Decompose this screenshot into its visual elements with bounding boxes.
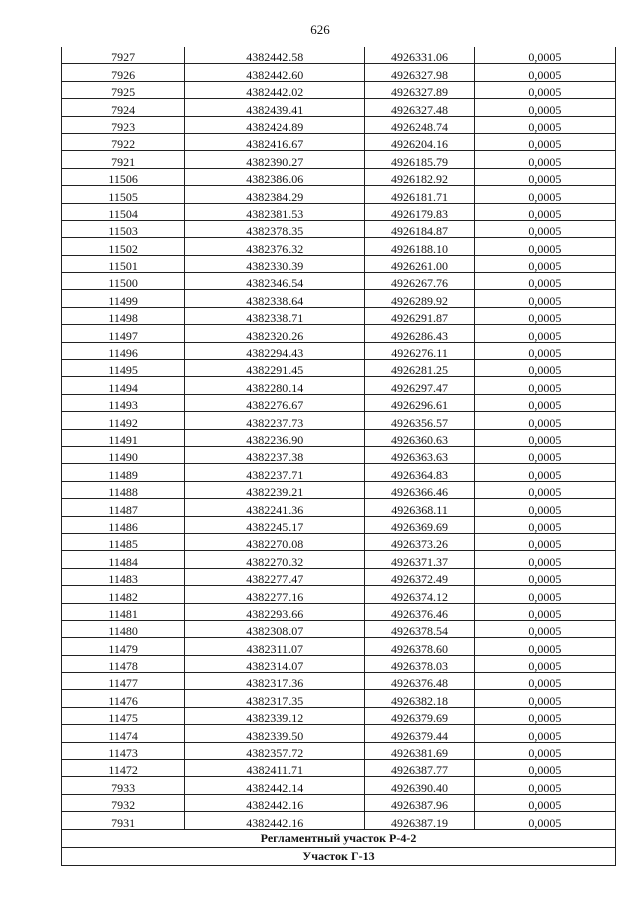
table-row (62, 47, 616, 64)
point-number-cell: 11502 (62, 238, 185, 255)
y-coordinate-cell: 4926267.76 (365, 273, 475, 290)
point-number-cell: 11488 (62, 481, 185, 498)
y-coordinate-cell: 4926296.61 (365, 394, 475, 411)
x-coordinate-cell: 4382320.26 (185, 325, 365, 342)
x-coordinate-cell: 4382317.35 (185, 690, 365, 707)
table-row (62, 777, 616, 794)
point-number-cell: 11503 (62, 220, 185, 237)
error-cell: 0,0005 (474, 290, 615, 307)
point-number-cell: 11491 (62, 429, 185, 446)
point-number-cell: 11487 (62, 499, 185, 516)
error-cell: 0,0005 (474, 133, 615, 150)
y-coordinate-cell: 4926381.69 (365, 742, 475, 759)
x-coordinate-cell: 4382339.50 (185, 725, 365, 742)
x-coordinate-cell: 4382237.71 (185, 464, 365, 481)
point-number-cell: 11490 (62, 446, 185, 463)
table-row (62, 238, 616, 255)
y-coordinate-cell: 4926181.71 (365, 186, 475, 203)
point-number-cell: 7922 (62, 133, 185, 150)
y-coordinate-cell: 4926185.79 (365, 151, 475, 168)
point-number-cell: 11486 (62, 516, 185, 533)
table-row (62, 707, 616, 724)
table-row (62, 516, 616, 533)
y-coordinate-cell: 4926360.63 (365, 429, 475, 446)
y-coordinate-cell: 4926327.48 (365, 99, 475, 116)
y-coordinate-cell: 4926387.19 (365, 812, 475, 829)
error-cell: 0,0005 (474, 638, 615, 655)
error-cell: 0,0005 (474, 620, 615, 637)
error-cell: 0,0005 (474, 238, 615, 255)
error-cell: 0,0005 (474, 673, 615, 690)
error-cell: 0,0005 (474, 725, 615, 742)
table-row (62, 620, 616, 637)
x-coordinate-cell: 4382346.54 (185, 273, 365, 290)
table-row (62, 742, 616, 759)
x-coordinate-cell: 4382416.67 (185, 133, 365, 150)
point-number-cell: 11472 (62, 760, 185, 777)
error-cell: 0,0005 (474, 655, 615, 672)
x-coordinate-cell: 4382439.41 (185, 99, 365, 116)
error-cell: 0,0005 (474, 99, 615, 116)
point-number-cell: 11473 (62, 742, 185, 759)
page-number: 626 (310, 22, 330, 37)
x-coordinate-cell: 4382381.53 (185, 203, 365, 220)
section-heading: Регламентный участок Р-4-2 (62, 829, 616, 847)
point-number-cell: 11498 (62, 307, 185, 324)
error-cell: 0,0005 (474, 794, 615, 811)
x-coordinate-cell: 4382390.27 (185, 151, 365, 168)
y-coordinate-cell: 4926379.69 (365, 707, 475, 724)
error-cell: 0,0005 (474, 464, 615, 481)
error-cell: 0,0005 (474, 273, 615, 290)
table-row (62, 116, 616, 133)
section-heading: Участок Г-13 (62, 847, 616, 865)
point-number-cell: 11483 (62, 568, 185, 585)
error-cell: 0,0005 (474, 220, 615, 237)
point-number-cell: 7926 (62, 64, 185, 81)
point-number-cell: 11500 (62, 273, 185, 290)
x-coordinate-cell: 4382442.16 (185, 812, 365, 829)
error-cell: 0,0005 (474, 325, 615, 342)
point-number-cell: 11481 (62, 603, 185, 620)
point-number-cell: 11484 (62, 551, 185, 568)
error-cell: 0,0005 (474, 394, 615, 411)
point-number-cell: 11478 (62, 655, 185, 672)
x-coordinate-cell: 4382339.12 (185, 707, 365, 724)
table-row (62, 673, 616, 690)
point-number-cell: 11506 (62, 168, 185, 185)
point-number-cell: 11489 (62, 464, 185, 481)
x-coordinate-cell: 4382384.29 (185, 186, 365, 203)
y-coordinate-cell: 4926356.57 (365, 412, 475, 429)
section-heading-row (62, 847, 616, 865)
x-coordinate-cell: 4382442.16 (185, 794, 365, 811)
error-cell: 0,0005 (474, 81, 615, 98)
point-number-cell: 11474 (62, 725, 185, 742)
table-row (62, 499, 616, 516)
table-row (62, 481, 616, 498)
error-cell: 0,0005 (474, 377, 615, 394)
y-coordinate-cell: 4926387.77 (365, 760, 475, 777)
error-cell: 0,0005 (474, 255, 615, 272)
table-row (62, 81, 616, 98)
y-coordinate-cell: 4926261.00 (365, 255, 475, 272)
table-row (62, 446, 616, 463)
y-coordinate-cell: 4926382.18 (365, 690, 475, 707)
x-coordinate-cell: 4382442.02 (185, 81, 365, 98)
section-heading-row (62, 829, 616, 847)
point-number-cell: 11501 (62, 255, 185, 272)
x-coordinate-cell: 4382277.16 (185, 586, 365, 603)
point-number-cell: 11497 (62, 325, 185, 342)
point-number-cell: 11482 (62, 586, 185, 603)
table-row (62, 64, 616, 81)
y-coordinate-cell: 4926376.46 (365, 603, 475, 620)
point-number-cell: 11477 (62, 673, 185, 690)
table-row (62, 533, 616, 550)
x-coordinate-cell: 4382378.35 (185, 220, 365, 237)
x-coordinate-cell: 4382294.43 (185, 342, 365, 359)
x-coordinate-cell: 4382270.08 (185, 533, 365, 550)
y-coordinate-cell: 4926182.92 (365, 168, 475, 185)
point-number-cell: 7921 (62, 151, 185, 168)
error-cell: 0,0005 (474, 690, 615, 707)
table-row (62, 133, 616, 150)
x-coordinate-cell: 4382270.32 (185, 551, 365, 568)
table-row (62, 99, 616, 116)
point-number-cell: 11476 (62, 690, 185, 707)
error-cell: 0,0005 (474, 64, 615, 81)
x-coordinate-cell: 4382276.67 (185, 394, 365, 411)
table-row (62, 203, 616, 220)
x-coordinate-cell: 4382308.07 (185, 620, 365, 637)
table-row (62, 151, 616, 168)
error-cell: 0,0005 (474, 516, 615, 533)
table-row (62, 638, 616, 655)
error-cell: 0,0005 (474, 186, 615, 203)
error-cell: 0,0005 (474, 812, 615, 829)
table-row (62, 551, 616, 568)
x-coordinate-cell: 4382338.71 (185, 307, 365, 324)
y-coordinate-cell: 4926390.40 (365, 777, 475, 794)
table-row (62, 290, 616, 307)
point-number-cell: 11493 (62, 394, 185, 411)
error-cell: 0,0005 (474, 47, 615, 64)
point-number-cell: 7931 (62, 812, 185, 829)
table-row (62, 377, 616, 394)
coordinates-table (61, 47, 616, 866)
point-number-cell: 11495 (62, 360, 185, 377)
error-cell: 0,0005 (474, 412, 615, 429)
point-number-cell: 11492 (62, 412, 185, 429)
table-row (62, 394, 616, 411)
error-cell: 0,0005 (474, 307, 615, 324)
y-coordinate-cell: 4926286.43 (365, 325, 475, 342)
y-coordinate-cell: 4926291.87 (365, 307, 475, 324)
x-coordinate-cell: 4382330.39 (185, 255, 365, 272)
y-coordinate-cell: 4926378.03 (365, 655, 475, 672)
y-coordinate-cell: 4926327.89 (365, 81, 475, 98)
point-number-cell: 7923 (62, 116, 185, 133)
x-coordinate-cell: 4382277.47 (185, 568, 365, 585)
table-row (62, 429, 616, 446)
y-coordinate-cell: 4926369.69 (365, 516, 475, 533)
point-number-cell: 11494 (62, 377, 185, 394)
x-coordinate-cell: 4382442.14 (185, 777, 365, 794)
x-coordinate-cell: 4382357.72 (185, 742, 365, 759)
point-number-cell: 11485 (62, 533, 185, 550)
y-coordinate-cell: 4926379.44 (365, 725, 475, 742)
y-coordinate-cell: 4926331.06 (365, 47, 475, 64)
y-coordinate-cell: 4926281.25 (365, 360, 475, 377)
y-coordinate-cell: 4926364.83 (365, 464, 475, 481)
y-coordinate-cell: 4926372.49 (365, 568, 475, 585)
table-row (62, 220, 616, 237)
y-coordinate-cell: 4926378.54 (365, 620, 475, 637)
x-coordinate-cell: 4382239.21 (185, 481, 365, 498)
point-number-cell: 11505 (62, 186, 185, 203)
table-row (62, 655, 616, 672)
error-cell: 0,0005 (474, 151, 615, 168)
x-coordinate-cell: 4382411.71 (185, 760, 365, 777)
y-coordinate-cell: 4926368.11 (365, 499, 475, 516)
error-cell: 0,0005 (474, 203, 615, 220)
table-row (62, 307, 616, 324)
y-coordinate-cell: 4926374.12 (365, 586, 475, 603)
y-coordinate-cell: 4926204.16 (365, 133, 475, 150)
y-coordinate-cell: 4926188.10 (365, 238, 475, 255)
y-coordinate-cell: 4926378.60 (365, 638, 475, 655)
table-row (62, 725, 616, 742)
table-row (62, 464, 616, 481)
point-number-cell: 7933 (62, 777, 185, 794)
error-cell: 0,0005 (474, 568, 615, 585)
point-number-cell: 11475 (62, 707, 185, 724)
y-coordinate-cell: 4926387.96 (365, 794, 475, 811)
error-cell: 0,0005 (474, 603, 615, 620)
error-cell: 0,0005 (474, 499, 615, 516)
error-cell: 0,0005 (474, 551, 615, 568)
table-row (62, 255, 616, 272)
x-coordinate-cell: 4382338.64 (185, 290, 365, 307)
point-number-cell: 11496 (62, 342, 185, 359)
table-row (62, 586, 616, 603)
point-number-cell: 11479 (62, 638, 185, 655)
y-coordinate-cell: 4926371.37 (365, 551, 475, 568)
table-row (62, 412, 616, 429)
y-coordinate-cell: 4926179.83 (365, 203, 475, 220)
table-row (62, 603, 616, 620)
point-number-cell: 7932 (62, 794, 185, 811)
table-row (62, 168, 616, 185)
table-row (62, 360, 616, 377)
x-coordinate-cell: 4382241.36 (185, 499, 365, 516)
x-coordinate-cell: 4382442.58 (185, 47, 365, 64)
y-coordinate-cell: 4926327.98 (365, 64, 475, 81)
error-cell: 0,0005 (474, 481, 615, 498)
x-coordinate-cell: 4382291.45 (185, 360, 365, 377)
point-number-cell: 7927 (62, 47, 185, 64)
error-cell: 0,0005 (474, 429, 615, 446)
x-coordinate-cell: 4382314.07 (185, 655, 365, 672)
error-cell: 0,0005 (474, 446, 615, 463)
x-coordinate-cell: 4382424.89 (185, 116, 365, 133)
point-number-cell: 11499 (62, 290, 185, 307)
point-number-cell: 7924 (62, 99, 185, 116)
point-number-cell: 11504 (62, 203, 185, 220)
x-coordinate-cell: 4382237.38 (185, 446, 365, 463)
error-cell: 0,0005 (474, 533, 615, 550)
x-coordinate-cell: 4382236.90 (185, 429, 365, 446)
table-row (62, 325, 616, 342)
x-coordinate-cell: 4382386.06 (185, 168, 365, 185)
error-cell: 0,0005 (474, 707, 615, 724)
error-cell: 0,0005 (474, 342, 615, 359)
y-coordinate-cell: 4926276.11 (365, 342, 475, 359)
x-coordinate-cell: 4382317.36 (185, 673, 365, 690)
x-coordinate-cell: 4382280.14 (185, 377, 365, 394)
y-coordinate-cell: 4926373.26 (365, 533, 475, 550)
x-coordinate-cell: 4382245.17 (185, 516, 365, 533)
x-coordinate-cell: 4382293.66 (185, 603, 365, 620)
table-row (62, 690, 616, 707)
table-row (62, 273, 616, 290)
table-row (62, 760, 616, 777)
x-coordinate-cell: 4382237.73 (185, 412, 365, 429)
y-coordinate-cell: 4926366.46 (365, 481, 475, 498)
error-cell: 0,0005 (474, 777, 615, 794)
x-coordinate-cell: 4382442.60 (185, 64, 365, 81)
error-cell: 0,0005 (474, 760, 615, 777)
y-coordinate-cell: 4926297.47 (365, 377, 475, 394)
error-cell: 0,0005 (474, 742, 615, 759)
y-coordinate-cell: 4926248.74 (365, 116, 475, 133)
table-row (62, 186, 616, 203)
table-row (62, 812, 616, 829)
y-coordinate-cell: 4926184.87 (365, 220, 475, 237)
error-cell: 0,0005 (474, 360, 615, 377)
y-coordinate-cell: 4926289.92 (365, 290, 475, 307)
x-coordinate-cell: 4382376.32 (185, 238, 365, 255)
error-cell: 0,0005 (474, 116, 615, 133)
y-coordinate-cell: 4926363.63 (365, 446, 475, 463)
point-number-cell: 7925 (62, 81, 185, 98)
y-coordinate-cell: 4926376.48 (365, 673, 475, 690)
error-cell: 0,0005 (474, 586, 615, 603)
point-number-cell: 11480 (62, 620, 185, 637)
x-coordinate-cell: 4382311.07 (185, 638, 365, 655)
table-row (62, 568, 616, 585)
error-cell: 0,0005 (474, 168, 615, 185)
table-row (62, 342, 616, 359)
table-row (62, 794, 616, 811)
